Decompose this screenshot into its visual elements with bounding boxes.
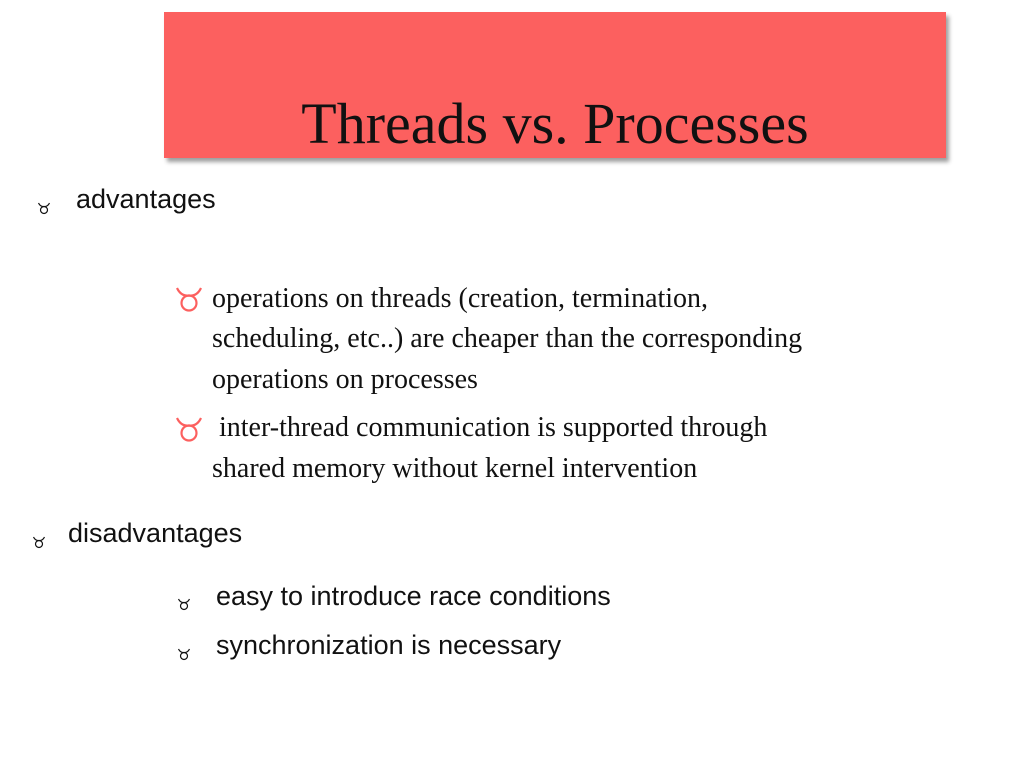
taurus-bullet-icon bbox=[32, 535, 46, 549]
item-line: inter-thread communication is supported through bbox=[212, 412, 768, 443]
item-text: easy to introduce race conditions bbox=[216, 581, 611, 611]
taurus-bullet-icon bbox=[174, 284, 204, 314]
item-line: shared memory without kernel intervention bbox=[212, 453, 698, 484]
taurus-bullet-icon bbox=[174, 414, 204, 444]
item-line: operations on threads (creation, termination, bbox=[212, 283, 709, 314]
item-text: synchronization is necessary bbox=[216, 630, 562, 660]
taurus-bullet-icon bbox=[37, 201, 51, 215]
item-line: operations on processes bbox=[212, 364, 478, 395]
item-line: scheduling, etc..) are cheaper than the corresponding bbox=[212, 323, 803, 354]
taurus-bullet-icon bbox=[177, 647, 191, 661]
slide-title: Threads vs. Processes bbox=[301, 91, 809, 156]
section-label-disadvantages: disadvantages bbox=[68, 518, 243, 548]
slide-title-box bbox=[164, 12, 946, 158]
taurus-bullet-icon bbox=[177, 597, 191, 611]
section-label-advantages: advantages bbox=[76, 184, 216, 214]
